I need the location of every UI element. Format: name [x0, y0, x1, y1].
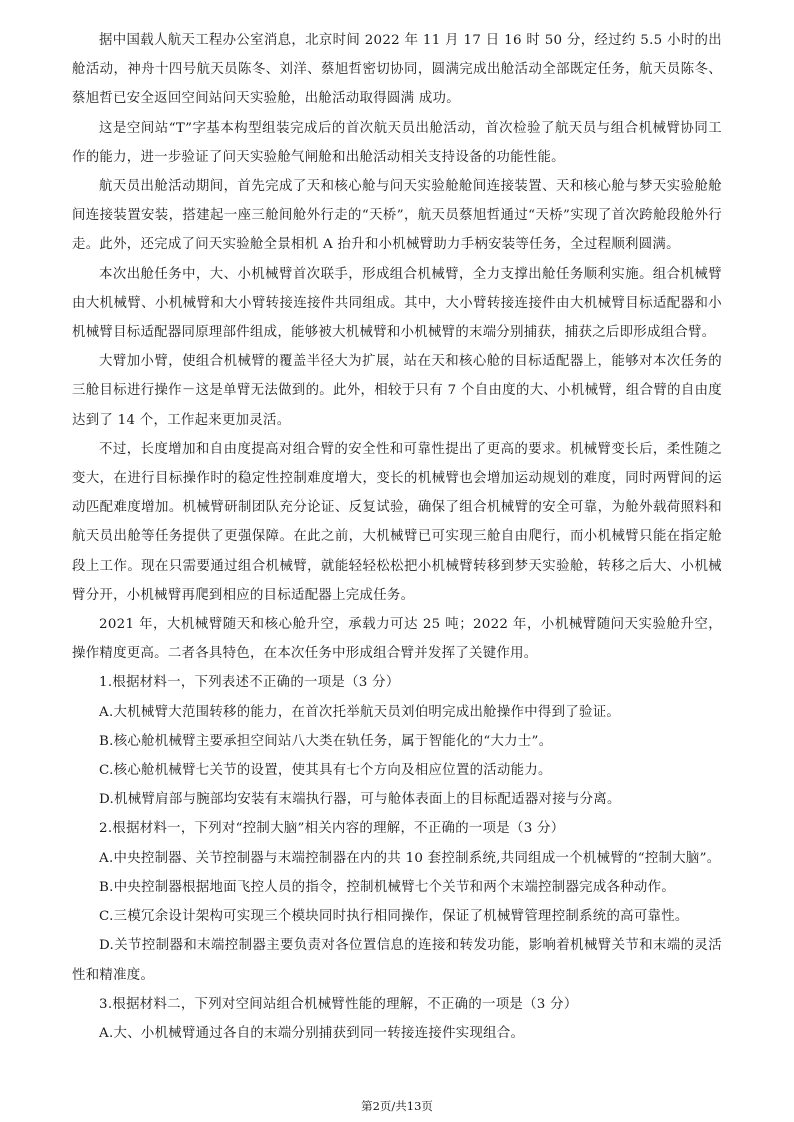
question-3-option-a: A.大、小机械臂通过各自的末端分别捕获到同一转接连接件实现组合。 [99, 1025, 525, 1041]
question-2-option-d: D.关节控制器和末端控制器主要负责对各位置信息的连接和转发功能，影响着机械臂关节和末端的灵活性和精准度。 [72, 938, 722, 983]
passage-paragraph-2: 这是空间站“T”字基本构型组装完成后的首次航天员出舱活动，首次检验了航天员与组合机械臂协同工作的能力，进一步验证了问天实验舱气闸舱和出舱活动相关支持设备的功能性能。 [72, 120, 722, 165]
question-1-option-d: D.机械臂肩部与腕部均安装有末端执行器，可与舱体表面上的目标配适器对接与分离。 [99, 792, 621, 808]
question-2 [72, 814, 722, 989]
question-1-option-c: C.核心舱机械臂七关节的设置，使其具有七个方向及相应位置的活动能力。 [99, 763, 552, 779]
question-2-option-a: A.中央控制器、关节控制器与末端控制器在内的共 10 套控制系统,共同组成一个机械臂的“控制大脑”。 [99, 850, 721, 866]
question-3-title: 3.根据材料二，下列对空间站组合机械臂性能的理解，不正确的一项是（3 分） [99, 996, 578, 1012]
question-2-option-c: C.三模冗余设计架构可实现三个模块同时执行相同操作，保证了机械臂管理控制系统的高可靠性。 [99, 909, 689, 925]
passage-paragraph-3: 航天员出舱活动期间，首先完成了天和核心舱与问天实验舱舱间连接装置、天和核心舱与梦天实验舱舱间连接装置安装，搭建起一座三舱间舱外行走的“天桥”，航天员蔡旭哲通过“天桥”实现了首次跨舱段舱外行走。此外，还完成了问天实验舱全景相机 A 抬升和小机械臂助力手柄安装等任务，全过程顺利圆满。 [72, 179, 722, 253]
question-1-option-b: B.核心舱机械臂主要承担空间站八大类在轨任务，属于智能化的“大力士”。 [99, 733, 553, 749]
passage-paragraph-7: 2021 年，大机械臂随天和核心舱升空，承载力可达 25 吨；2022 年，小机械臂随问天实验舱升空，操作精度更高。二者各具特色，在本次任务中形成组合臂并发挥了关键作用。 [72, 617, 722, 662]
question-1-option-a: A.大机械臂大范围转移的能力，在首次托举航天员刘伯明完成出舱操作中得到了验证。 [99, 704, 621, 720]
document-body [72, 26, 722, 1048]
passage-paragraph-6: 不过，长度增加和自由度提高对组合臂的安全性和可靠性提出了更高的要求。机械臂变长后，柔性随之变大，在进行目标操作时的稳定性控制难度增大，变长的机械臂也会增加运动规划的难度，同时两臂间的运动匹配难度增加。机械臂研制团队充分论证、反复试验，确保了组合机械臂的安全可靠，为舱外载荷照料和航天员出舱等任务提供了更强保障。在此之前，大机械臂已可实现三舱自由爬行，而小机械臂只能在指定舱段上工作。现在只需要通过组合机械臂，就能轻轻松松把小机械臂转移到梦天实验舱，转移之后大、小机械臂分开，小机械臂再爬到相应的目标适配器上完成任务。 [72, 441, 722, 603]
page-number-footer: 第2页/共13页 [361, 1099, 433, 1113]
passage-paragraph-1: 据中国载人航天工程办公室消息，北京时间 2022 年 11 月 17 日 16 时 50 分，经过约 5.5 小时的出舱活动，神舟十四号航天员陈冬、刘洋、蔡旭哲密切协同，圆满完成出舱活动全部既定任务，航天员陈冬、蔡旭哲已安全返回空间站问天实验舱，出舱活动取得圆满 成功。 [72, 33, 722, 107]
question-1-title: 1.根据材料一，下列表述不正确的一项是（3 分） [99, 675, 400, 691]
passage-paragraph-5: 大臂加小臂，使组合机械臂的覆盖半径大为扩展，站在天和核心舱的目标适配器上，能够对本次任务的三舱目标进行操作－这是单臂无法做到的。此外，相较于只有 7 个自由度的大、小机械臂，组合臂的自由度达到了 14 个，工作起来更加灵活。 [72, 354, 722, 428]
passage-paragraph-4: 本次出舱任务中，大、小机械臂首次联手，形成组合机械臂，全力支撑出舱任务顺利实施。组合机械臂由大机械臂、小机械臂和大小臂转接连接件共同组成。其中，大小臂转接连接件由大机械臂目标适配器和小机械臂目标适配器同原理部件组成，能够被大机械臂和小机械臂的末端分别捕获，捕获之后即形成组合臂。 [72, 266, 722, 341]
question-2-title: 2.根据材料一，下列对“控制大脑”相关内容的理解，不正确的一项是（3 分） [99, 821, 565, 837]
question-1 [72, 668, 722, 814]
question-3 [72, 990, 722, 1048]
question-2-option-b: B.中央控制器根据地面飞控人员的指令，控制机械臂七个关节和两个末端控制器完成各种动作。 [99, 879, 676, 895]
